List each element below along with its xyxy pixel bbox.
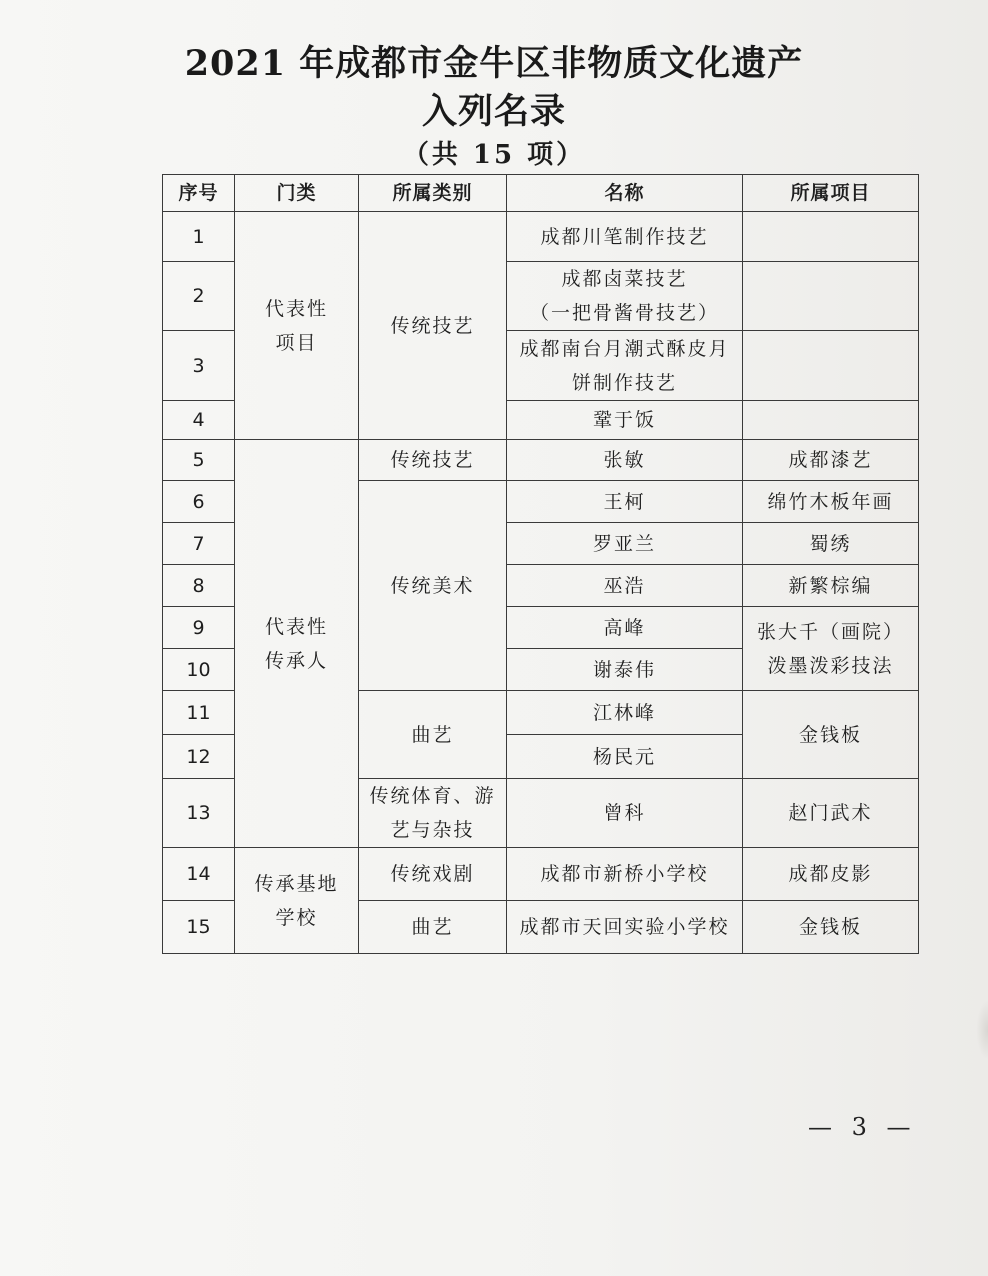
table-row [163, 212, 919, 262]
category-text: 项目 [275, 331, 318, 354]
serial-cell: 12 [163, 735, 235, 779]
table-header-row [163, 175, 919, 212]
subcategory-cell: 传统戏剧 [359, 848, 507, 901]
table-row [163, 848, 919, 901]
name-cell: 张敏 [507, 440, 743, 481]
name-cell: 成都川笔制作技艺 [507, 212, 743, 262]
serial-cell: 3 [163, 331, 235, 401]
project-cell: 赵门武术 [743, 779, 919, 848]
project-cell [743, 401, 919, 440]
project-cell: 成都漆艺 [743, 440, 919, 481]
heritage-list-table [162, 174, 919, 954]
document-title-line1: 2021 年成都市金牛区非物质文化遗产 [184, 43, 804, 84]
name-cell: 鞏于饭 [507, 401, 743, 440]
project-cell: 金钱板 [743, 691, 919, 779]
project-cell [743, 607, 919, 691]
name-cell: 杨民元 [507, 735, 743, 779]
subcategory-cell: 传统技艺 [359, 212, 507, 440]
category-text: 代表性 [264, 615, 328, 638]
name-cell [507, 262, 743, 331]
category-cell [235, 848, 359, 954]
serial-cell: 11 [163, 691, 235, 735]
project-cell [743, 212, 919, 262]
header-category: 门类 [235, 175, 359, 212]
project-cell [743, 262, 919, 331]
serial-cell: 14 [163, 848, 235, 901]
name-cell: 谢泰伟 [507, 649, 743, 691]
table-row [163, 440, 919, 481]
name-text: 饼制作技艺 [571, 371, 677, 394]
serial-cell: 8 [163, 565, 235, 607]
name-cell: 王柯 [507, 481, 743, 523]
subcategory-cell: 曲艺 [359, 691, 507, 779]
name-cell: 罗亚兰 [507, 523, 743, 565]
subcategory-cell [359, 779, 507, 848]
serial-cell: 7 [163, 523, 235, 565]
header-project: 所属项目 [743, 175, 919, 212]
header-serial: 序号 [163, 175, 235, 212]
serial-cell: 10 [163, 649, 235, 691]
serial-cell: 9 [163, 607, 235, 649]
project-cell: 金钱板 [743, 901, 919, 954]
subcategory-cell: 传统技艺 [359, 440, 507, 481]
name-cell: 曾科 [507, 779, 743, 848]
project-cell: 新繁棕编 [743, 565, 919, 607]
name-text: （一把骨酱骨技艺） [529, 302, 719, 324]
serial-cell: 13 [163, 779, 235, 848]
header-subcategory: 所属类别 [359, 175, 507, 212]
serial-cell: 4 [163, 401, 235, 440]
page-edge-shadow [976, 1000, 988, 1060]
category-cell [235, 212, 359, 440]
serial-cell: 15 [163, 901, 235, 954]
subcategory-text: 艺与杂技 [390, 819, 475, 841]
item-count-note: （共 15 项） [402, 140, 586, 170]
name-cell: 江林峰 [507, 691, 743, 735]
serial-cell: 1 [163, 212, 235, 262]
project-cell: 成都皮影 [743, 848, 919, 901]
serial-cell: 6 [163, 481, 235, 523]
name-cell: 高峰 [507, 607, 743, 649]
name-cell [507, 331, 743, 401]
project-cell: 蜀绣 [743, 523, 919, 565]
project-text: 张大千（画院） [756, 620, 904, 643]
category-text: 代表性 [264, 297, 328, 320]
serial-cell: 2 [163, 262, 235, 331]
name-cell: 巫浩 [507, 565, 743, 607]
document-title-line2: 入列名录 [421, 91, 566, 132]
page-number: — 3 — [808, 1113, 917, 1141]
category-text: 传承基地 [254, 872, 339, 895]
category-text: 学校 [275, 906, 318, 929]
subcategory-text: 传统体育、游 [369, 785, 496, 807]
project-text: 泼墨泼彩技法 [767, 654, 894, 677]
name-cell: 成都市新桥小学校 [507, 848, 743, 901]
header-name: 名称 [507, 175, 743, 212]
category-cell [235, 440, 359, 848]
project-cell: 绵竹木板年画 [743, 481, 919, 523]
subcategory-cell: 传统美术 [359, 481, 507, 691]
project-cell [743, 331, 919, 401]
name-text: 成都卤菜技艺 [561, 268, 688, 290]
serial-cell: 5 [163, 440, 235, 481]
category-text: 传承人 [264, 649, 328, 672]
subcategory-cell: 曲艺 [359, 901, 507, 954]
name-cell: 成都市天回实验小学校 [507, 901, 743, 954]
name-text: 成都南台月潮式酥皮月 [519, 337, 730, 360]
